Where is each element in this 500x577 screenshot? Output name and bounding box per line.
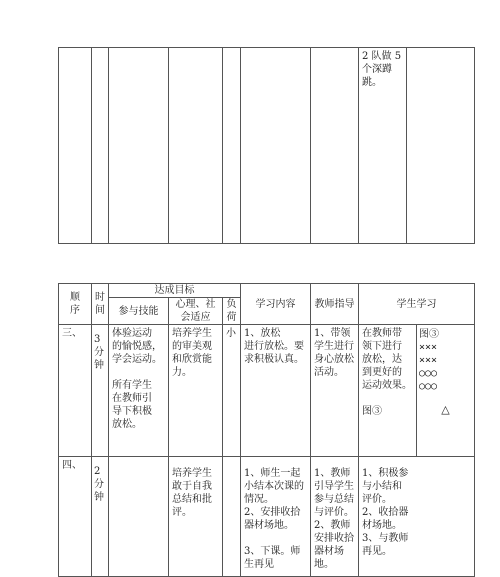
row3-time: 3 分 钟 xyxy=(92,325,109,457)
row3-load: 小 xyxy=(223,325,241,457)
row4-student: 1、积极参 与小结和 评价。 2、收拾器 材场地。 3、与教师 再见。 xyxy=(359,457,475,577)
row4-load xyxy=(223,457,241,577)
formation-row-3: ○○○ xyxy=(419,368,438,379)
header-student: 学生学习 xyxy=(359,284,475,325)
top-cell-teacher xyxy=(311,48,359,244)
top-cell-skill xyxy=(109,48,169,244)
header-order: 顺 序 xyxy=(59,284,92,325)
formation-row-2: ××× xyxy=(419,355,438,366)
header-goal: 达成目标 xyxy=(109,284,241,298)
top-cell-order xyxy=(59,48,92,244)
row4-skill xyxy=(109,457,169,577)
formation-diagram xyxy=(417,325,474,393)
top-cell-figure xyxy=(407,48,475,244)
row3-psych: 培养学生 的审美观 和欣赏能 力。 xyxy=(169,325,223,457)
row3-content: 1、放松 进行放松。要 求积极认真。 xyxy=(241,325,311,457)
top-cell-time xyxy=(92,48,109,244)
top-cell-content xyxy=(241,48,311,244)
figure-label: 图③ xyxy=(419,329,439,340)
row4-teacher: 1、教师 引导学生 参与总结 与评价。 2、教师 安排收拾 器材场地。 xyxy=(311,457,359,577)
header-load: 负 荷 xyxy=(223,298,241,325)
row3-teacher: 1、带领 学生进行 身心放松 活动。 xyxy=(311,325,359,457)
header-time: 时 间 xyxy=(92,284,109,325)
row3-order: 三、 xyxy=(59,325,92,457)
formation-row-4: ○○○ xyxy=(419,381,438,392)
top-cell-load xyxy=(223,48,241,244)
top-student-note: 2 队做 5 个深蹲 跳。 xyxy=(362,51,402,88)
lesson-table-bottom xyxy=(58,283,475,577)
header-teacher: 教师指导 xyxy=(311,284,359,325)
row4-psych: 培养学生 敢于自我 总结和批 评。 xyxy=(169,457,223,577)
teacher-position-icon: △ xyxy=(441,403,450,416)
row4-time: 2 分 钟 xyxy=(92,457,109,577)
lesson-table-top xyxy=(58,47,475,244)
row4-order: 四、 xyxy=(59,457,92,577)
top-cell-psych xyxy=(169,48,223,244)
row3-skill: 体验运动 的愉悦感， 学会运动。 所有学生 在教师引 导下积极 放松。 xyxy=(109,325,169,457)
row3-figure xyxy=(417,325,475,457)
formation-row-1: ××× xyxy=(419,342,438,353)
header-psych: 心理、社 会适应 xyxy=(169,298,223,325)
header-content: 学习内容 xyxy=(241,284,311,325)
row3-student: 在教师带 领下进行 放松，达 到更好的 运动效果。 图③ xyxy=(359,325,417,457)
top-cell-student xyxy=(359,48,407,244)
header-skill: 参与技能 xyxy=(109,298,169,325)
row4-content: 1、师生一起 小结本次课的 情况。 2、安排收拾 器材场地。 3、下课。师 生再见 xyxy=(241,457,311,577)
